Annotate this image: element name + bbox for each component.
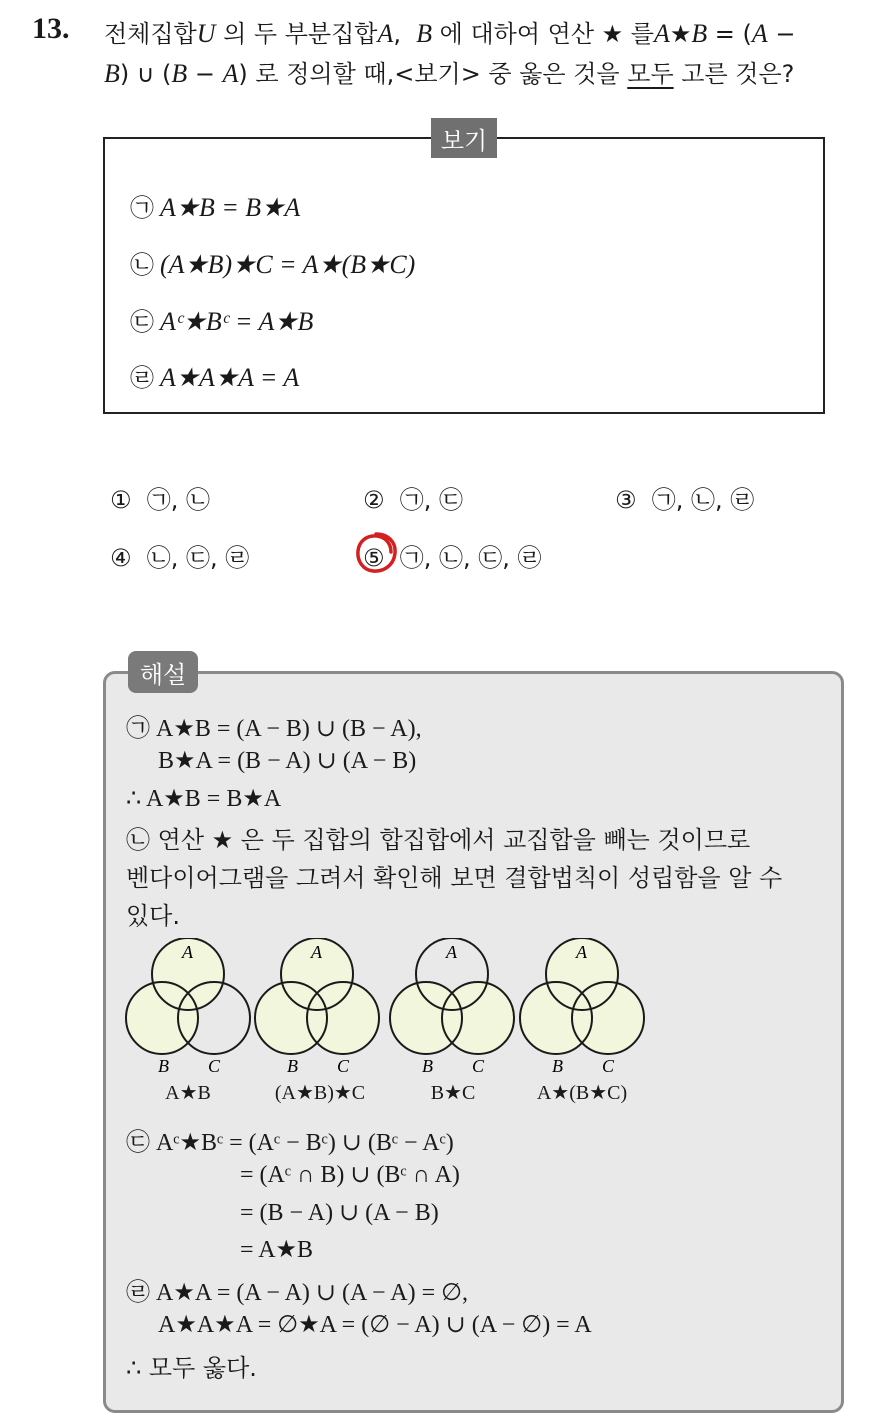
venn-set-label-c: C	[208, 1056, 221, 1073]
venn-label-2: (A★B)★C	[274, 1082, 366, 1104]
solution-line-1: ㉠ A★B = (A − B) ∪ (B − A),	[126, 716, 422, 742]
venn-diagrams	[118, 938, 658, 1073]
venn-group	[126, 938, 644, 1073]
bogi-item-1: ㉠ A★B = B★A	[130, 193, 301, 222]
option-5[interactable]: ⑤ ㉠, ㉡, ㉢, ㉣	[363, 544, 542, 572]
venn-label-3: B★C	[430, 1082, 476, 1104]
solution-line-10: = A★B	[240, 1237, 314, 1263]
venn-set-label-b: B	[287, 1056, 298, 1073]
venn-diagram-4	[520, 938, 644, 1073]
venn-diagram-2	[255, 938, 379, 1073]
venn-set-label-a: A	[311, 942, 322, 962]
bogi-tab: 보기	[431, 118, 497, 158]
question-line-1: 전체집합U 의 두 부분집합A, B 에 대하여 연산 ★ 를A★B = (A −	[104, 19, 796, 48]
venn-set-label-b: B	[422, 1056, 433, 1073]
solution-line-2: B★A = (B − A) ∪ (A − B)	[158, 748, 417, 774]
answer-mark-icon	[352, 528, 400, 576]
venn-set-label-c: C	[337, 1056, 350, 1073]
venn-set-label-b: B	[158, 1056, 169, 1073]
solution-line-3: ∴ A★B = B★A	[126, 786, 282, 812]
question-line-2: B) ∪ (B − A) 로 정의할 때,<보기> 중 옳은 것을 모두 고른 것은?	[104, 59, 795, 88]
solution-line-5: 벤다이어그램을 그려서 확인해 보면 결합법칙이 성립함을 알 수	[126, 864, 783, 892]
bogi-item-3: ㉢ Aᶜ★Bᶜ = A★B	[130, 307, 314, 336]
option-3[interactable]: ③ ㉠, ㉡, ㉣	[615, 486, 755, 514]
option-2[interactable]: ② ㉠, ㉢	[363, 486, 464, 514]
solution-line-12: A★A★A = ∅★A = (∅ − A) ∪ (A − ∅) = A	[158, 1312, 592, 1338]
solution-line-9: = (B − A) ∪ (A − B)	[240, 1200, 439, 1226]
venn-set-label-a: A	[446, 942, 457, 962]
solution-line-4: ㉡ 연산 ★ 은 두 집합의 합집합에서 교집합을 빼는 것이므로	[126, 826, 751, 854]
solution-line-8: = (Aᶜ ∩ B) ∪ (Bᶜ ∩ A)	[240, 1162, 460, 1188]
venn-label-1: A★B	[165, 1082, 211, 1104]
bogi-item-2: ㉡ (A★B)★C = A★(B★C)	[130, 250, 416, 279]
option-1[interactable]: ① ㉠, ㉡	[110, 486, 211, 514]
solution-line-6: 있다.	[126, 902, 180, 930]
solution-line-13: ∴ 모두 옳다.	[126, 1354, 257, 1382]
venn-label-4: A★(B★C)	[536, 1082, 628, 1104]
bogi-item-4: ㉣ A★A★A = A	[130, 363, 300, 392]
solution-line-7: ㉢ Aᶜ★Bᶜ = (Aᶜ − Bᶜ) ∪ (Bᶜ − Aᶜ)	[126, 1130, 454, 1156]
venn-set-label-a: A	[182, 942, 193, 962]
venn-diagram-3	[390, 938, 514, 1073]
option-4[interactable]: ④ ㉡, ㉢, ㉣	[110, 544, 250, 572]
solution-line-11: ㉣ A★A = (A − A) ∪ (A − A) = ∅,	[126, 1280, 469, 1306]
venn-diagram-1	[126, 938, 250, 1073]
venn-set-label-a: A	[576, 942, 587, 962]
solution-tab: 해설	[128, 651, 198, 693]
question-number: 13.	[32, 12, 70, 45]
venn-set-label-c: C	[602, 1056, 615, 1073]
venn-set-label-b: B	[552, 1056, 563, 1073]
venn-set-label-c: C	[472, 1056, 485, 1073]
